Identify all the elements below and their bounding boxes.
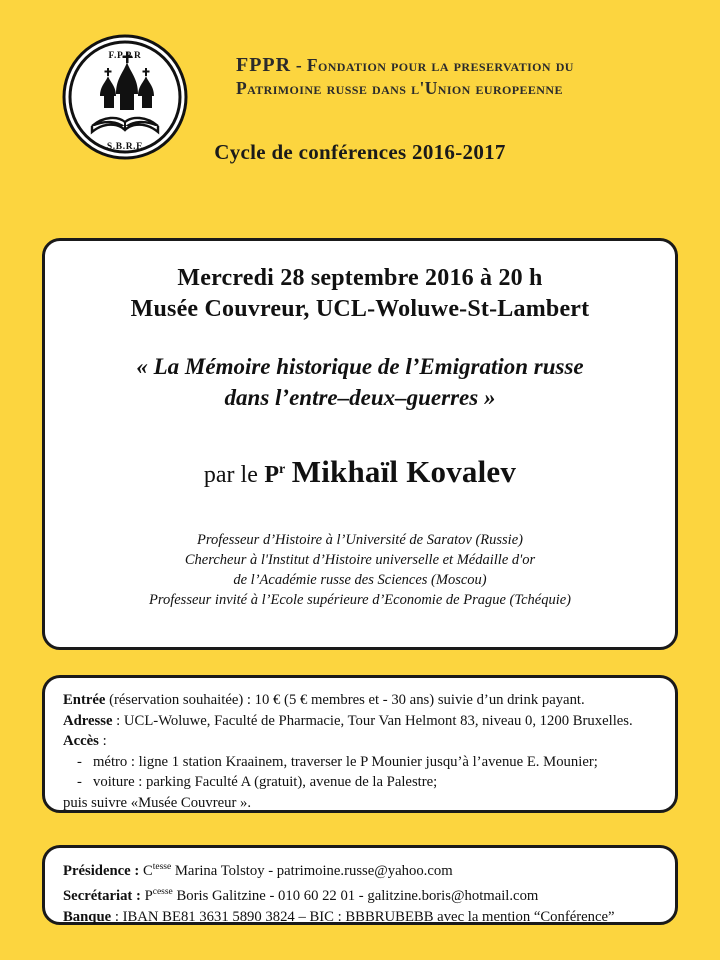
talk-title — [73, 351, 647, 413]
speaker-prefix: par le — [203, 462, 258, 488]
bio-line-3: de l’Académie russe des Sciences (Moscou) — [233, 572, 487, 588]
bank-label: Banque — [63, 908, 112, 925]
bank-text: : IBAN BE81 3631 5890 3824 – BIC : BBBRUBEBB avec la mention “Conférence” — [111, 908, 615, 925]
organization-abbreviation: FPPR — [236, 54, 292, 76]
svg-text:S.B.R.E: S.B.R.E — [106, 142, 144, 152]
speaker-biography — [73, 530, 647, 610]
presidency-line — [63, 857, 657, 882]
bullet-dash: - — [77, 753, 82, 770]
speaker-name: Mikhaïl Kovalev — [291, 454, 517, 489]
speaker-line — [73, 453, 647, 492]
entry-fee-label: Entrée — [63, 692, 106, 708]
poster-header — [0, 0, 720, 195]
practical-info-panel — [42, 675, 678, 813]
organization-title-rest: - Fondation pour la preservation du — [295, 55, 574, 75]
talk-title-line-2: dans l’entre–deux–guerres » — [224, 385, 496, 410]
talk-title-line-1: « La Mémoire historique de l’Emigration russe — [136, 354, 584, 379]
conference-cycle-heading: Cycle de conférences 2016-2017 — [214, 140, 506, 164]
secretariat-honorific: $P^{cesse}$ — [144, 886, 173, 904]
event-details-panel — [42, 238, 678, 650]
event-date: Mercredi 28 septembre 2016 à 20 h — [177, 265, 543, 291]
access-item-car-text: voiture : parking Faculté A (gratuit), avenue de la Palestre; — [93, 774, 438, 790]
access-item-car — [63, 772, 657, 793]
presidency-text: Marina Tolstoy - patrimoine.russe@yahoo.com — [171, 862, 453, 879]
access-label: Accès — [63, 733, 99, 749]
speaker-honorific: $P^r$ — [264, 462, 286, 488]
svg-text:F.P.P.R: F.P.P.R — [108, 51, 142, 61]
contacts-panel — [42, 845, 678, 925]
presidency-label: Présidence : — [63, 862, 140, 879]
address-label: Adresse — [63, 712, 113, 729]
presidency-honorific: $C^{tesse}$ — [142, 862, 172, 879]
secretariat-label: Secrétariat : — [63, 887, 141, 904]
access-item-metro — [63, 752, 657, 773]
access-line — [63, 731, 657, 752]
secretariat-line — [63, 882, 657, 907]
organization-title-line-1 — [236, 54, 676, 77]
bio-line-4: Professeur invité à l’Ecole supérieure d’Economie de Prague (Tchéquie) — [149, 592, 571, 608]
address-line — [63, 711, 657, 732]
organization-title — [236, 54, 676, 100]
bio-line-2: Chercheur à l'Institut d’Histoire universelle et Médaille d'or — [184, 552, 536, 568]
event-venue: Musée Couvreur, UCL-Woluwe-St-Lambert — [130, 296, 590, 322]
event-when-where — [73, 263, 647, 325]
entry-fee-line — [63, 690, 657, 711]
organization-title-line-2: Patrimoine russe dans l'Union europeenne — [236, 78, 563, 98]
entry-fee-text: (réservation souhaitée) : 10 € (5 € membres et - 30 ans) suivie d’un drink payant. — [105, 692, 585, 708]
bio-line-1: Professeur d’Histoire à l’Université de Saratov (Russie) — [197, 532, 523, 548]
address-text: : UCL-Woluwe, Faculté de Pharmacie, Tour Van Helmont 83, niveau 0, 1200 Bruxelles. — [112, 712, 633, 729]
secretariat-text: Boris Galitzine - 010 60 22 01 - galitzine.boris@hotmail.com — [172, 887, 539, 904]
access-note: puis suivre «Musée Couvreur ». — [63, 794, 252, 811]
access-colon: : — [98, 733, 107, 749]
bullet-dash: - — [77, 774, 82, 790]
bank-line — [63, 907, 657, 928]
access-item-metro-text: métro : ligne 1 station Kraainem, traverser le P Mounier jusqu’à l’avenue E. Mounier; — [93, 753, 598, 770]
